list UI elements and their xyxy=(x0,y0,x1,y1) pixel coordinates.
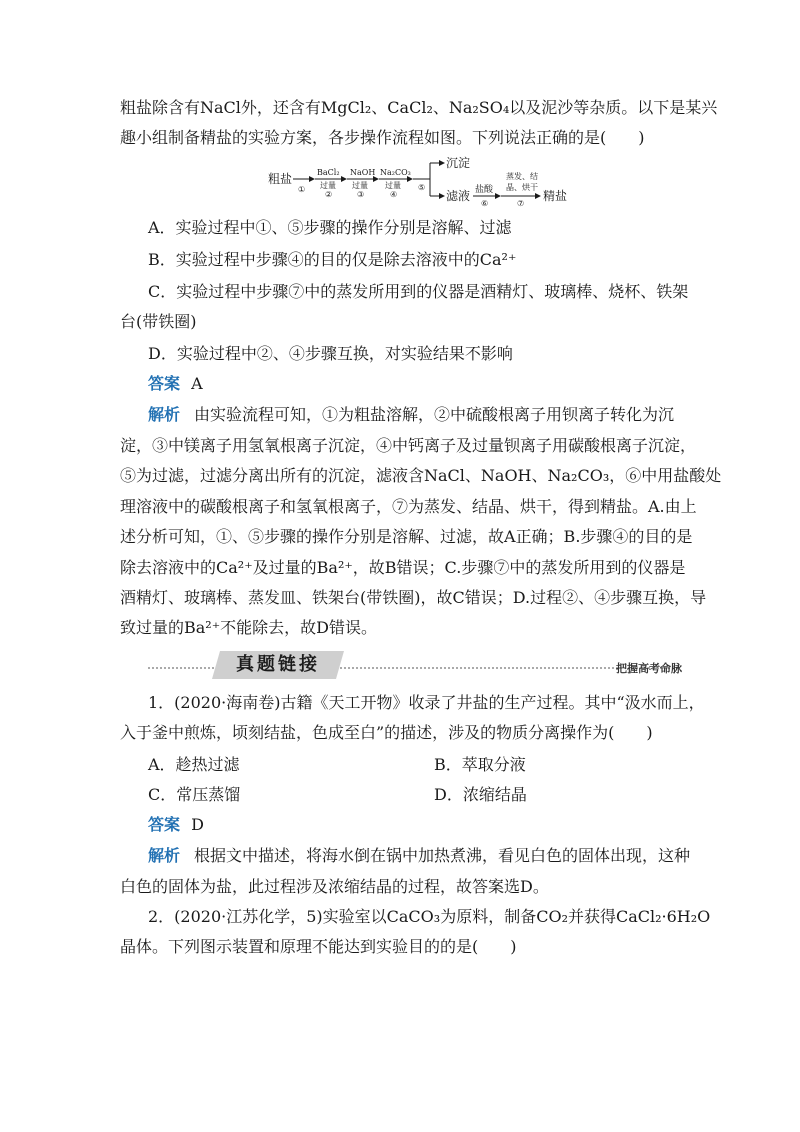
analysis-text: 由实验流程可知，①为粗盐溶解，②中硫酸根离子用钡离子转化为沉 xyxy=(194,405,675,424)
question-stem-line: 入于釜中煎炼，顷刻结盐，色成至白”的描述，涉及的物质分离操作为( ) xyxy=(120,723,653,742)
reagent-bacl2: BaCl₂ xyxy=(317,168,340,177)
analysis-text: 淀，③中镁离子用氢氧根离子沉淀，④中钙离子及过量钡离子用碳酸根离子沉淀， xyxy=(120,436,697,455)
analysis-text: 理溶液中的碳酸根离子和氢氧根离子，⑦为蒸发、结晶、烘干，得到精盐。A.由上 xyxy=(120,497,697,516)
analysis-text: 除去溶液中的Ca²⁺及过量的Ba²⁺，故B错误；C.步骤⑦中的蒸发所用到的仪器是 xyxy=(120,558,686,577)
step-7-label: ⑦ xyxy=(517,199,525,208)
question-stem-line: 2．(2020·江苏化学，5)实验室以CaCO₃为原料，制备CO₂并获得CaCl₂·6H₂O xyxy=(148,907,711,926)
flow-filtrate: 滤液 xyxy=(446,189,471,203)
answer-label: 答案 xyxy=(148,374,181,393)
question-stem-line: 晶体。下列图示装置和原理不能达到实验目的的是( ) xyxy=(120,937,517,956)
step-1-label: ① xyxy=(298,185,306,194)
flow-product: 精盐 xyxy=(543,189,568,203)
step-4-label: ④ xyxy=(390,190,398,199)
option-b: B．萃取分液 xyxy=(434,755,526,774)
analysis-line xyxy=(148,404,674,426)
option-a: A．实验过程中①、⑤步骤的操作分别是溶解、过滤 xyxy=(148,218,512,237)
reagent-naoh: NaOH xyxy=(350,168,376,177)
question-stem-line: 1．(2020·海南卷)古籍《天工开物》收录了井盐的生产过程。其中“汲水而上， xyxy=(148,693,705,712)
analysis-label: 解析 xyxy=(148,846,181,865)
reagent-na2co3: Na₂CO₃ xyxy=(380,168,411,177)
analysis-text: 致过量的Ba²⁺不能除去，故D错误。 xyxy=(120,618,377,637)
analysis-text: 根据文中描述，将海水倒在锅中加热煮沸，看见白色的固体出现，这种 xyxy=(194,846,691,865)
flow-precipitate: 沉淀 xyxy=(446,156,471,170)
answer-label: 答案 xyxy=(148,815,181,834)
reagent-hcl: 盐酸 xyxy=(475,185,494,195)
option-c: 台(带铁圈) xyxy=(120,312,197,331)
option-c: C．常压蒸馏 xyxy=(148,785,241,804)
analysis-text: 白色的固体为盐，此过程涉及浓缩结晶的过程，故答案选D。 xyxy=(120,877,549,896)
process-flow-diagram xyxy=(0,0,800,220)
answer-line xyxy=(148,814,204,836)
option-d: D．浓缩结晶 xyxy=(434,785,527,804)
analysis-line xyxy=(148,845,690,867)
answer-value: A xyxy=(191,374,203,393)
section-title: 真题链接 xyxy=(236,654,320,675)
step-7-operation: 蒸发、结 xyxy=(506,172,538,181)
reagent-amount: 过量 xyxy=(385,181,401,190)
analysis-text: 酒精灯、玻璃棒、蒸发皿、铁架台(带铁圈)，故C错误；D.过程②、④步骤互换，导 xyxy=(120,588,707,607)
step-6-label: ⑥ xyxy=(481,199,489,208)
option-a: A．趁热过滤 xyxy=(148,755,240,774)
option-c: C．实验过程中步骤⑦中的蒸发所用到的仪器是酒精灯、玻璃棒、烧杯、铁架 xyxy=(148,282,689,301)
step-3-label: ③ xyxy=(357,190,365,199)
question-stem-line: 粗盐除含有NaCl外，还含有MgCl₂、CaCl₂、Na₂SO₄以及泥沙等杂质。以下是某兴 xyxy=(120,98,718,117)
section-subtitle: 把握高考命脉 xyxy=(616,662,682,675)
reagent-amount: 过量 xyxy=(320,181,336,190)
answer-line xyxy=(148,373,203,395)
option-b: B．实验过程中步骤④的目的仅是除去溶液中的Ca²⁺ xyxy=(148,250,517,269)
flow-start: 粗盐 xyxy=(268,172,293,186)
analysis-label: 解析 xyxy=(148,405,181,424)
step-7-operation: 晶、烘干 xyxy=(506,183,538,192)
step-2-label: ② xyxy=(325,190,333,199)
analysis-text: 述分析可知，①、⑤步骤的操作分别是溶解、过滤，故A正确；B.步骤④的目的是 xyxy=(120,527,693,546)
reagent-amount: 过量 xyxy=(352,181,368,190)
step-5-label: ⑤ xyxy=(418,183,426,192)
question-stem-line: 趣小组制备精盐的实验方案，各步操作流程如图。下列说法正确的是( ) xyxy=(120,128,645,147)
analysis-text: ⑤为过滤，过滤分离出所有的沉淀，滤液含NaCl、NaOH、Na₂CO₃，⑥中用盐酸处 xyxy=(120,466,722,485)
answer-value: D xyxy=(191,815,204,834)
option-d: D．实验过程中②、④步骤互换，对实验结果不影响 xyxy=(148,344,513,363)
